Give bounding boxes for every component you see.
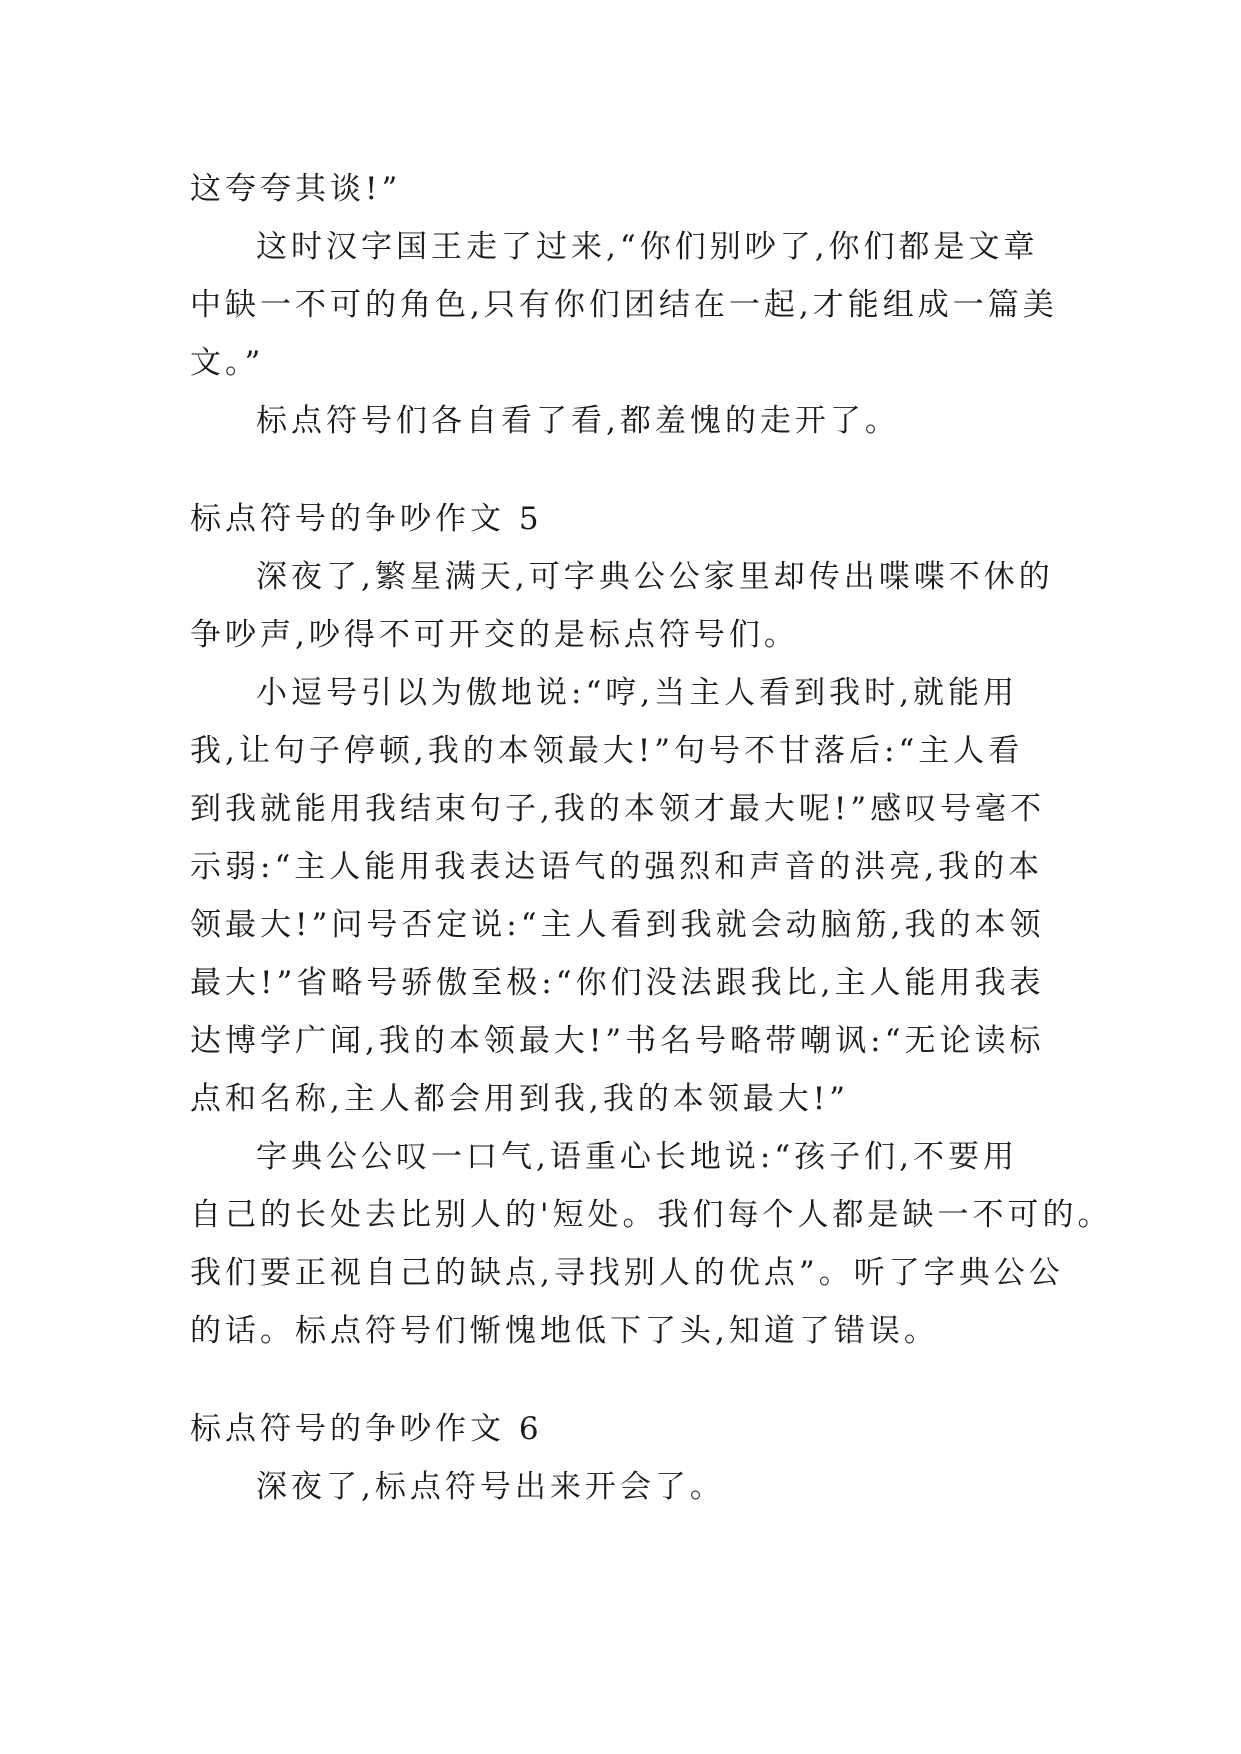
text-line: 领最大!”问号否定说:“主人看到我就会动脑筋,我的本领: [190, 907, 1045, 943]
text-line: 文。”: [190, 345, 265, 381]
paragraph: [190, 664, 1060, 1128]
text-line: 点和名称,主人都会用到我,我的本领最大!”: [190, 1081, 850, 1117]
text-line: 我,让句子停顿,我的本领最大!”句号不甘落后:“主人看: [190, 733, 1024, 769]
paragraph: [190, 1128, 1113, 1360]
text-line: 深夜了,繁星满天,可字典公公家里却传出喋喋不休的: [256, 559, 1054, 595]
text-line: 这时汉字国王走了过来,“你们别吵了,你们都是文章: [256, 229, 1039, 265]
section-heading: 标点符号的争吵作文 5: [190, 501, 543, 537]
paragraph: [190, 218, 1060, 392]
section-heading: 标点符号的争吵作文 6: [190, 1411, 543, 1447]
text-line: 到我就能用我结束句子,我的本领才最大呢!”感叹号毫不: [190, 791, 1046, 827]
paragraph: [190, 548, 1060, 664]
text-line: 最大!”省略号骄傲至极:“你们没法跟我比,主人能用我表: [190, 965, 1045, 1001]
text-line: 深夜了,标点符号出来开会了。: [256, 1469, 725, 1505]
text-line: 自己的长处去比别人的'短处。我们每个人都是缺一不可的。: [190, 1197, 1113, 1233]
paragraph: [190, 1458, 1060, 1516]
document-page: [190, 160, 1113, 1516]
text-line: 标点符号们各自看了看,都羞愧的走开了。: [256, 403, 900, 439]
text-line: 我们要正视自己的缺点,寻找别人的优点”。听了字典公公: [190, 1255, 1064, 1291]
text-line: 达博学广闻,我的本领最大!”书名号略带嘲讽:“无论读标: [190, 1023, 1045, 1059]
paragraph: [190, 392, 1060, 450]
text-line: 字典公公叹一口气,语重心长地说:“孩子们,不要用: [256, 1139, 1018, 1175]
text-line: 中缺一不可的角色,只有你们团结在一起,才能组成一篇美: [190, 287, 1058, 323]
text-line: 示弱:“主人能用我表达语气的强烈和声音的洪亮,我的本: [190, 849, 1044, 885]
text-line: 争吵声,吵得不可开交的是标点符号们。: [190, 617, 799, 653]
text-line: 小逗号引以为傲地说:“哼,当主人看到我时,就能用: [256, 675, 1018, 711]
text-line: 这夸夸其谈!”: [190, 171, 402, 207]
text-line: 的话。标点符号们惭愧地低下了头,知道了错误。: [190, 1313, 939, 1349]
